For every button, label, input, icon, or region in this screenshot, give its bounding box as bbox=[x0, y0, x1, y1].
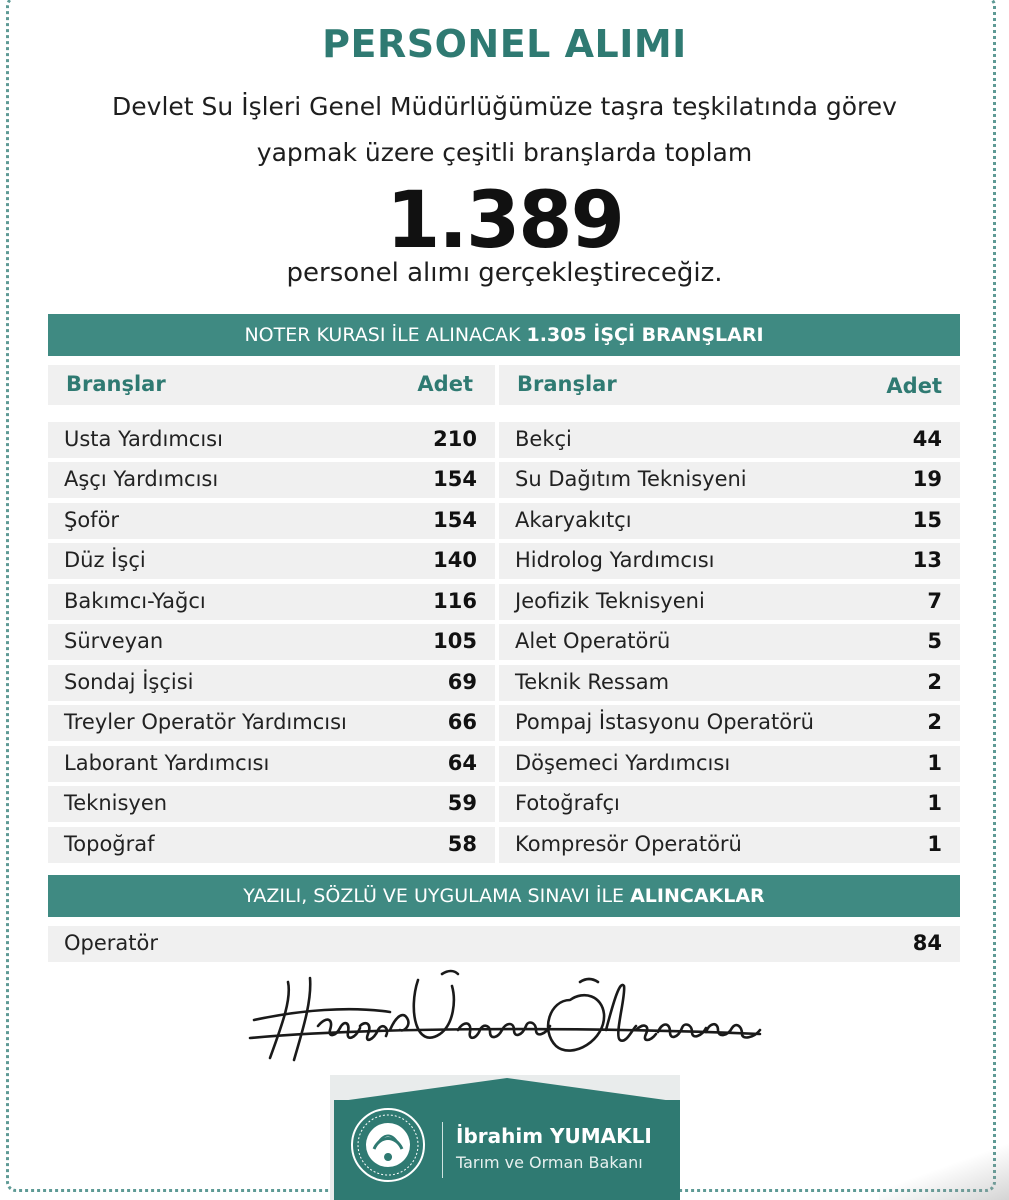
table-row bbox=[499, 584, 960, 620]
branch-name: Kompresör Operatörü bbox=[515, 832, 742, 856]
branch-name: Teknik Ressam bbox=[515, 670, 670, 694]
branch-name: Sürveyan bbox=[64, 629, 164, 653]
banner-highlight: ALINCAKLAR bbox=[630, 885, 765, 907]
branch-count: 1 bbox=[927, 751, 942, 775]
count-column-label: Adet bbox=[417, 372, 473, 396]
table-row bbox=[48, 462, 495, 498]
table-row bbox=[48, 827, 495, 863]
branch-name: Treyler Operatör Yardımcısı bbox=[64, 710, 347, 734]
banner-prefix: YAZILI, SÖZLÜ VE UYGULAMA SINAVI İLE bbox=[243, 885, 631, 907]
branch-name: Sondaj İşçisi bbox=[64, 670, 194, 694]
footer-roof bbox=[334, 1078, 680, 1102]
table-row bbox=[499, 462, 960, 498]
footer-divider bbox=[442, 1122, 443, 1178]
table-row bbox=[48, 665, 495, 701]
branch-name: Pompaj İstasyonu Operatörü bbox=[515, 710, 814, 734]
table-row bbox=[499, 705, 960, 741]
branch-count: 5 bbox=[927, 629, 942, 653]
branch-count: 58 bbox=[447, 832, 477, 856]
banner-prefix: NOTER KURASI İLE ALINACAK bbox=[244, 324, 527, 346]
branch-column-label: Branşlar bbox=[66, 372, 166, 396]
branch-name: Bekçi bbox=[515, 427, 572, 451]
table-row bbox=[499, 665, 960, 701]
table-row bbox=[48, 503, 495, 539]
ministry-emblem-icon bbox=[348, 1105, 428, 1185]
intro-line-2: yapmak üzere çeşitli branşlarda toplam bbox=[256, 138, 753, 167]
total-number: 1.389 bbox=[386, 176, 623, 266]
branch-name: Laborant Yardımcısı bbox=[64, 751, 270, 775]
branch-name: Hidrolog Yardımcısı bbox=[515, 548, 715, 572]
table-row bbox=[48, 624, 495, 660]
branch-name: Şoför bbox=[64, 508, 120, 532]
branch-count: 13 bbox=[912, 548, 942, 572]
branch-name: Usta Yardımcısı bbox=[64, 427, 223, 451]
branch-count: 2 bbox=[927, 710, 942, 734]
table-row bbox=[499, 503, 960, 539]
left-column-header bbox=[48, 365, 495, 405]
branch-count: 64 bbox=[447, 751, 477, 775]
table-row bbox=[48, 543, 495, 579]
minister-last-name: YUMAKLI bbox=[550, 1124, 652, 1148]
branch-count: 84 bbox=[912, 931, 942, 955]
branch-count: 59 bbox=[447, 791, 477, 815]
branch-column-label: Branşlar bbox=[517, 372, 617, 396]
table-row bbox=[48, 584, 495, 620]
branch-count: 69 bbox=[447, 670, 477, 694]
branch-name: Operatör bbox=[64, 931, 158, 955]
branch-count: 105 bbox=[433, 629, 477, 653]
minister-title: Tarım ve Orman Bakanı bbox=[456, 1153, 643, 1172]
table-row bbox=[48, 705, 495, 741]
intro-line-3: personel alımı gerçekleştireceğiz. bbox=[286, 258, 723, 288]
branch-count: 116 bbox=[433, 589, 477, 613]
lottery-section-banner bbox=[48, 314, 960, 356]
branch-count: 140 bbox=[433, 548, 477, 572]
table-row bbox=[499, 827, 960, 863]
page-curl-shadow bbox=[879, 1120, 1009, 1200]
table-row bbox=[48, 786, 495, 822]
branch-count: 1 bbox=[927, 791, 942, 815]
exam-section-banner bbox=[48, 875, 960, 917]
table-row bbox=[48, 422, 495, 458]
branch-name: Alet Operatörü bbox=[515, 629, 671, 653]
branch-name: Teknisyen bbox=[64, 791, 168, 815]
branch-name: Düz İşçi bbox=[64, 548, 146, 572]
branch-count: 44 bbox=[912, 427, 942, 451]
right-column-header bbox=[499, 365, 960, 405]
branch-count: 19 bbox=[912, 467, 942, 491]
page-title: PERSONEL ALIMI bbox=[322, 22, 687, 66]
banner-highlight: 1.305 İŞÇİ BRANŞLARI bbox=[526, 324, 764, 346]
branch-name: Topoğraf bbox=[64, 832, 155, 856]
branch-count: 66 bbox=[447, 710, 477, 734]
intro-line-1: Devlet Su İşleri Genel Müdürlüğümüze taşra teşkilatında görev bbox=[112, 92, 897, 121]
exam-row bbox=[48, 926, 960, 962]
branch-count: 15 bbox=[912, 508, 942, 532]
branch-name: Fotoğrafçı bbox=[515, 791, 620, 815]
branch-count: 154 bbox=[433, 508, 477, 532]
branch-count: 7 bbox=[927, 589, 942, 613]
branch-name: Su Dağıtım Teknisyeni bbox=[515, 467, 747, 491]
table-row bbox=[499, 624, 960, 660]
branch-count: 1 bbox=[927, 832, 942, 856]
count-column-label: Adet bbox=[886, 374, 942, 398]
branch-name: Akaryakıtçı bbox=[515, 508, 632, 532]
table-row bbox=[499, 746, 960, 782]
table-row bbox=[499, 786, 960, 822]
table-row bbox=[499, 422, 960, 458]
branch-name: Jeofizik Teknisyeni bbox=[515, 589, 705, 613]
branch-count: 2 bbox=[927, 670, 942, 694]
minister-name bbox=[456, 1124, 652, 1148]
minister-first-name: İbrahim bbox=[456, 1124, 551, 1148]
branch-name: Döşemeci Yardımcısı bbox=[515, 751, 731, 775]
branch-count: 154 bbox=[433, 467, 477, 491]
branch-name: Bakımcı-Yağcı bbox=[64, 589, 206, 613]
branch-name: Aşçı Yardımcısı bbox=[64, 467, 219, 491]
signature-hayirli-ugurlu-olsun bbox=[240, 960, 780, 1070]
table-row bbox=[48, 746, 495, 782]
table-row bbox=[499, 543, 960, 579]
branch-count: 210 bbox=[433, 427, 477, 451]
